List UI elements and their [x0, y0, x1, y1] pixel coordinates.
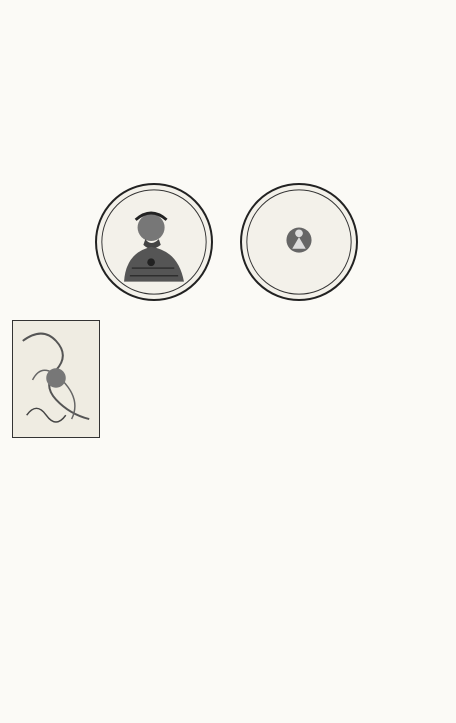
ornamental-initial-c	[13, 321, 99, 437]
coin-obverse-engraving	[97, 185, 211, 299]
coin-reverse	[240, 183, 358, 301]
coin-reverse-engraving	[242, 185, 356, 299]
coin-obverse	[95, 183, 213, 301]
coin-illustrations	[0, 183, 456, 307]
decorated-initial	[12, 320, 100, 438]
